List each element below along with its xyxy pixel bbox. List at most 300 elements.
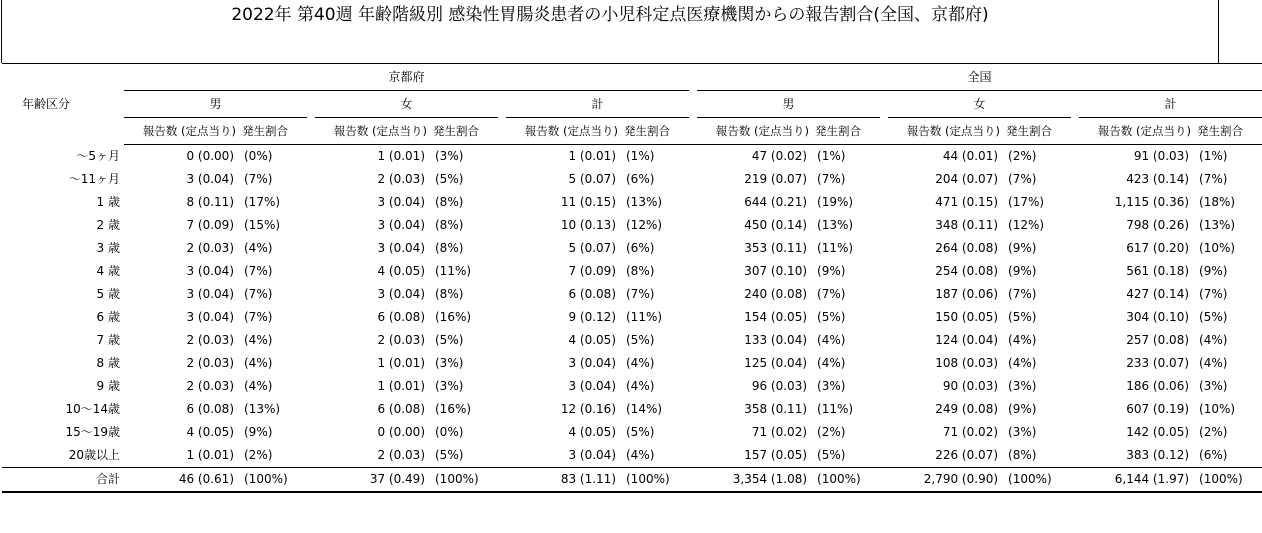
occurrence-rate: (9%) [244, 425, 273, 439]
occurrence-rate: (2%) [817, 425, 846, 439]
report-count: 4 (0.05) [568, 333, 616, 347]
count-column-header: 報告数 (定点当り) [315, 118, 431, 145]
occurrence-rate: (1%) [817, 149, 846, 163]
cell-gap [689, 444, 697, 468]
occurrence-rate: (5%) [1008, 310, 1037, 324]
occurrence-rate: (7%) [1008, 172, 1037, 186]
occurrence-rate: (13%) [626, 195, 663, 209]
report-count: 5 (0.07) [568, 172, 616, 186]
report-count: 471 (0.15) [935, 195, 999, 209]
occurrence-rate: (7%) [1199, 172, 1228, 186]
occurrence-rate: (4%) [1199, 333, 1228, 347]
occurrence-rate: (4%) [1199, 356, 1228, 370]
cell-gap [880, 168, 888, 191]
age-label: 8 歳 [96, 356, 120, 370]
occurrence-rate: (11%) [817, 241, 854, 255]
age-label: 7 歳 [96, 333, 120, 347]
cell-gap [689, 168, 697, 191]
report-count: 3 (0.04) [377, 287, 425, 301]
occurrence-rate: (17%) [1008, 195, 1045, 209]
report-count: 91 (0.03) [1133, 149, 1190, 163]
rate-column-header: 発生割合 [240, 118, 307, 145]
report-count: 10 (0.13) [560, 218, 616, 232]
report-count: 2 (0.03) [377, 172, 425, 186]
cell-gap [1071, 352, 1079, 375]
cell-gap [1071, 168, 1079, 191]
report-count: 37 (0.49) [315, 468, 431, 493]
table-row [2, 375, 1262, 398]
cell-gap [1071, 237, 1079, 260]
report-count: 644 (0.21) [744, 195, 808, 209]
report-count: 427 (0.14) [1126, 287, 1190, 301]
cell-gap [689, 214, 697, 237]
report-count: 11 (0.15) [560, 195, 616, 209]
age-label: 20歳以上 [68, 448, 120, 462]
report-count: 1 (0.01) [377, 149, 425, 163]
report-count: 264 (0.08) [935, 241, 999, 255]
cell-gap [307, 468, 315, 493]
header-gap [1071, 91, 1079, 118]
report-count: 607 (0.19) [1126, 402, 1190, 416]
occurrence-rate: (5%) [817, 310, 846, 324]
occurrence-rate: (5%) [626, 333, 655, 347]
report-count: 2 (0.03) [377, 333, 425, 347]
occurrence-rate: (11%) [435, 264, 472, 278]
table-row [2, 191, 1262, 214]
occurrence-rate: (12%) [626, 218, 663, 232]
report-count: 2 (0.03) [377, 448, 425, 462]
cell-gap [307, 421, 315, 444]
occurrence-rate: (0%) [435, 425, 464, 439]
occurrence-rate: (16%) [435, 402, 472, 416]
report-count: 124 (0.04) [935, 333, 999, 347]
occurrence-rate: (4%) [817, 356, 846, 370]
occurrence-rate: (100%) [1195, 468, 1262, 493]
report-count: 0 (0.00) [186, 149, 234, 163]
occurrence-rate: (100%) [1004, 468, 1071, 493]
report-count: 44 (0.01) [942, 149, 999, 163]
report-count: 204 (0.07) [935, 172, 999, 186]
occurrence-rate: (7%) [244, 287, 273, 301]
occurrence-rate: (4%) [244, 356, 273, 370]
cell-gap [498, 214, 506, 237]
header-gap [498, 118, 506, 145]
cell-gap [880, 375, 888, 398]
report-count: 1 (0.01) [568, 149, 616, 163]
table-row [2, 398, 1262, 421]
report-count: 71 (0.02) [751, 425, 808, 439]
cell-gap [689, 145, 697, 169]
cell-gap [1071, 444, 1079, 468]
cell-gap [880, 398, 888, 421]
occurrence-rate: (7%) [244, 172, 273, 186]
age-label: 10〜14歳 [65, 402, 120, 416]
report-count: 3 (0.04) [186, 264, 234, 278]
occurrence-rate: (10%) [1199, 241, 1236, 255]
report-count: 133 (0.04) [744, 333, 808, 347]
occurrence-rate: (9%) [817, 264, 846, 278]
header-gap [689, 118, 697, 145]
count-column-header: 報告数 (定点当り) [697, 118, 813, 145]
occurrence-rate: (8%) [626, 264, 655, 278]
report-count: 47 (0.02) [751, 149, 808, 163]
rate-column-header: 発生割合 [622, 118, 689, 145]
occurrence-rate: (9%) [1008, 241, 1037, 255]
occurrence-rate: (13%) [1199, 218, 1236, 232]
occurrence-rate: (8%) [435, 195, 464, 209]
report-count: 142 (0.05) [1126, 425, 1190, 439]
age-label: 合計 [2, 468, 124, 493]
occurrence-rate: (1%) [1199, 149, 1228, 163]
cell-gap [1071, 398, 1079, 421]
occurrence-rate: (14%) [626, 402, 663, 416]
header-gap [498, 91, 506, 118]
report-count: 5 (0.07) [568, 241, 616, 255]
report-count: 307 (0.10) [744, 264, 808, 278]
report-count: 348 (0.11) [935, 218, 999, 232]
report-count: 3 (0.04) [377, 218, 425, 232]
occurrence-rate: (9%) [1008, 402, 1037, 416]
occurrence-rate: (5%) [435, 172, 464, 186]
cell-gap [689, 283, 697, 306]
cell-gap [498, 398, 506, 421]
age-label: 5 歳 [96, 287, 120, 301]
report-count: 1 (0.01) [186, 448, 234, 462]
table-row [2, 237, 1262, 260]
cell-gap [498, 237, 506, 260]
occurrence-rate: (100%) [813, 468, 880, 493]
report-count: 219 (0.07) [744, 172, 808, 186]
report-count: 90 (0.03) [942, 379, 999, 393]
rate-column-header: 発生割合 [813, 118, 880, 145]
cell-gap [689, 237, 697, 260]
cell-gap [880, 352, 888, 375]
cell-gap [498, 352, 506, 375]
sex-header: 女 [315, 91, 498, 118]
cell-gap [498, 421, 506, 444]
report-count: 226 (0.07) [935, 448, 999, 462]
occurrence-rate: (19%) [817, 195, 854, 209]
report-count: 561 (0.18) [1126, 264, 1190, 278]
count-column-header: 報告数 (定点当り) [124, 118, 240, 145]
cell-gap [307, 191, 315, 214]
cell-gap [880, 468, 888, 493]
age-label: 〜5ヶ月 [76, 148, 120, 163]
cell-gap [880, 145, 888, 169]
sex-header: 女 [888, 91, 1071, 118]
cell-gap [1071, 421, 1079, 444]
occurrence-rate: (4%) [626, 356, 655, 370]
sex-header: 男 [697, 91, 880, 118]
report-title: 2022年 第40週 年齢階級別 感染性胃腸炎患者の小児科定点医療機関からの報告割合(全国、京都府) [231, 5, 989, 25]
cell-gap [880, 237, 888, 260]
cell-gap [307, 398, 315, 421]
occurrence-rate: (7%) [244, 264, 273, 278]
report-count: 249 (0.08) [935, 402, 999, 416]
rate-column-header: 発生割合 [1195, 118, 1262, 145]
occurrence-rate: (10%) [1199, 402, 1236, 416]
table-row [2, 421, 1262, 444]
occurrence-rate: (4%) [244, 241, 273, 255]
count-column-header: 報告数 (定点当り) [888, 118, 1004, 145]
age-label: 15〜19歳 [65, 425, 120, 439]
occurrence-rate: (3%) [435, 149, 464, 163]
cell-gap [307, 375, 315, 398]
report-count: 3 (0.04) [186, 287, 234, 301]
age-label: 4 歳 [96, 264, 120, 278]
cell-gap [1071, 260, 1079, 283]
cell-gap [498, 444, 506, 468]
occurrence-rate: (11%) [817, 402, 854, 416]
occurrence-rate: (8%) [435, 241, 464, 255]
report-count: 254 (0.08) [935, 264, 999, 278]
table-row [2, 260, 1262, 283]
occurrence-rate: (100%) [622, 468, 689, 493]
rate-column-header: 発生割合 [431, 118, 498, 145]
occurrence-rate: (4%) [626, 379, 655, 393]
cell-gap [880, 214, 888, 237]
cell-gap [1071, 468, 1079, 493]
report-count: 187 (0.06) [935, 287, 999, 301]
report-count: 12 (0.16) [560, 402, 616, 416]
occurrence-rate: (7%) [817, 287, 846, 301]
cell-gap [880, 306, 888, 329]
table-row [2, 444, 1262, 468]
occurrence-rate: (5%) [1199, 310, 1228, 324]
cell-gap [498, 468, 506, 493]
report-count: 96 (0.03) [751, 379, 808, 393]
cell-gap [689, 352, 697, 375]
occurrence-rate: (5%) [817, 448, 846, 462]
cell-gap [498, 168, 506, 191]
occurrence-rate: (2%) [244, 448, 273, 462]
age-label: 9 歳 [96, 379, 120, 393]
cell-gap [307, 168, 315, 191]
occurrence-rate: (4%) [626, 448, 655, 462]
report-count: 2 (0.03) [186, 241, 234, 255]
occurrence-rate: (18%) [1199, 195, 1236, 209]
header-gap [880, 91, 888, 118]
cell-gap [307, 214, 315, 237]
report-count: 125 (0.04) [744, 356, 808, 370]
report-count: 6 (0.08) [568, 287, 616, 301]
report-count: 4 (0.05) [186, 425, 234, 439]
total-row [2, 468, 1262, 493]
occurrence-rate: (13%) [817, 218, 854, 232]
report-count: 1 (0.01) [377, 356, 425, 370]
age-label: 6 歳 [96, 310, 120, 324]
report-count: 304 (0.10) [1126, 310, 1190, 324]
report-count: 83 (1.11) [506, 468, 622, 493]
occurrence-rate: (0%) [244, 149, 273, 163]
table-row [2, 352, 1262, 375]
report-count: 186 (0.06) [1126, 379, 1190, 393]
occurrence-rate: (3%) [435, 379, 464, 393]
count-column-header: 報告数 (定点当り) [1079, 118, 1195, 145]
frame-border-left [1, 0, 2, 63]
header-gap [689, 64, 697, 91]
table-row [2, 145, 1262, 169]
cell-gap [307, 352, 315, 375]
report-count: 3,354 (1.08) [697, 468, 813, 493]
report-count: 6 (0.08) [377, 310, 425, 324]
report-count: 4 (0.05) [568, 425, 616, 439]
cell-gap [307, 329, 315, 352]
report-count: 6 (0.08) [377, 402, 425, 416]
occurrence-rate: (9%) [1008, 264, 1037, 278]
report-count: 2 (0.03) [186, 333, 234, 347]
occurrence-rate: (12%) [1008, 218, 1045, 232]
report-count: 383 (0.12) [1126, 448, 1190, 462]
cell-gap [689, 375, 697, 398]
occurrence-rate: (3%) [1008, 425, 1037, 439]
header-gap [880, 118, 888, 145]
group-header-national: 全国 [697, 64, 1262, 91]
occurrence-rate: (2%) [1008, 149, 1037, 163]
sex-header: 計 [1079, 91, 1262, 118]
cell-gap [498, 283, 506, 306]
cell-gap [689, 191, 697, 214]
cell-gap [1071, 145, 1079, 169]
report-count: 154 (0.05) [744, 310, 808, 324]
report-count: 3 (0.04) [186, 172, 234, 186]
cell-gap [498, 329, 506, 352]
cell-gap [498, 375, 506, 398]
report-count: 2 (0.03) [186, 356, 234, 370]
cell-gap [307, 306, 315, 329]
report-count: 157 (0.05) [744, 448, 808, 462]
occurrence-rate: (7%) [626, 287, 655, 301]
occurrence-rate: (1%) [626, 149, 655, 163]
cell-gap [1071, 329, 1079, 352]
occurrence-rate: (3%) [1199, 379, 1228, 393]
occurrence-rate: (5%) [626, 425, 655, 439]
report-count: 6,144 (1.97) [1079, 468, 1195, 493]
header-gap [1071, 118, 1079, 145]
report-count: 150 (0.05) [935, 310, 999, 324]
report-count: 3 (0.04) [568, 448, 616, 462]
report-count: 3 (0.04) [377, 195, 425, 209]
occurrence-rate: (3%) [817, 379, 846, 393]
occurrence-rate: (2%) [1199, 425, 1228, 439]
report-count: 3 (0.04) [377, 241, 425, 255]
report-count: 2,790 (0.90) [888, 468, 1004, 493]
report-count: 7 (0.09) [186, 218, 234, 232]
report-count: 450 (0.14) [744, 218, 808, 232]
occurrence-rate: (5%) [435, 333, 464, 347]
occurrence-rate: (4%) [817, 333, 846, 347]
report-count: 6 (0.08) [186, 402, 234, 416]
occurrence-rate: (7%) [1199, 287, 1228, 301]
sex-header: 計 [506, 91, 689, 118]
occurrence-rate: (11%) [626, 310, 663, 324]
cell-gap [1071, 375, 1079, 398]
cell-gap [689, 306, 697, 329]
report-table [2, 63, 1262, 493]
cell-gap [307, 237, 315, 260]
table-row [2, 329, 1262, 352]
occurrence-rate: (7%) [244, 310, 273, 324]
report-count: 233 (0.07) [1126, 356, 1190, 370]
occurrence-rate: (7%) [817, 172, 846, 186]
occurrence-rate: (4%) [244, 379, 273, 393]
header-gap [689, 91, 697, 118]
sex-header: 男 [124, 91, 307, 118]
table-row [2, 214, 1262, 237]
age-label: 1 歳 [96, 195, 120, 209]
report-count: 2 (0.03) [186, 379, 234, 393]
occurrence-rate: (6%) [626, 172, 655, 186]
cell-gap [880, 191, 888, 214]
table-row [2, 168, 1262, 191]
occurrence-rate: (4%) [1008, 333, 1037, 347]
report-count: 9 (0.12) [568, 310, 616, 324]
cell-gap [689, 468, 697, 493]
cell-gap [498, 306, 506, 329]
occurrence-rate: (17%) [244, 195, 281, 209]
cell-gap [689, 421, 697, 444]
occurrence-rate: (3%) [1008, 379, 1037, 393]
occurrence-rate: (8%) [1008, 448, 1037, 462]
cell-gap [689, 398, 697, 421]
occurrence-rate: (16%) [435, 310, 472, 324]
table-row [2, 306, 1262, 329]
report-count: 71 (0.02) [942, 425, 999, 439]
cell-gap [689, 260, 697, 283]
report-count: 46 (0.61) [124, 468, 240, 493]
report-count: 108 (0.03) [935, 356, 999, 370]
report-count: 423 (0.14) [1126, 172, 1190, 186]
report-count: 257 (0.08) [1126, 333, 1190, 347]
cell-gap [1071, 306, 1079, 329]
occurrence-rate: (6%) [1199, 448, 1228, 462]
cell-gap [1071, 214, 1079, 237]
report-count: 3 (0.04) [568, 379, 616, 393]
report-count: 4 (0.05) [377, 264, 425, 278]
occurrence-rate: (6%) [626, 241, 655, 255]
occurrence-rate: (4%) [244, 333, 273, 347]
age-label: 2 歳 [96, 218, 120, 232]
report-count: 617 (0.20) [1126, 241, 1190, 255]
cell-gap [307, 283, 315, 306]
report-count: 8 (0.11) [186, 195, 234, 209]
header-gap [307, 118, 315, 145]
rate-column-header: 発生割合 [1004, 118, 1071, 145]
cell-gap [880, 260, 888, 283]
report-count: 0 (0.00) [377, 425, 425, 439]
cell-gap [498, 260, 506, 283]
count-column-header: 報告数 (定点当り) [506, 118, 622, 145]
occurrence-rate: (4%) [1008, 356, 1037, 370]
cell-gap [689, 329, 697, 352]
report-count: 3 (0.04) [186, 310, 234, 324]
header-gap [307, 91, 315, 118]
occurrence-rate: (9%) [1199, 264, 1228, 278]
report-count: 3 (0.04) [568, 356, 616, 370]
report-count: 353 (0.11) [744, 241, 808, 255]
report-count: 358 (0.11) [744, 402, 808, 416]
cell-gap [880, 444, 888, 468]
occurrence-rate: (100%) [240, 468, 307, 493]
report-count: 798 (0.26) [1126, 218, 1190, 232]
cell-gap [307, 444, 315, 468]
report-count: 1,115 (0.36) [1114, 195, 1190, 209]
occurrence-rate: (100%) [431, 468, 498, 493]
occurrence-rate: (3%) [435, 356, 464, 370]
table-row [2, 283, 1262, 306]
age-column-header: 年齢区分 [2, 64, 124, 145]
age-label: 3 歳 [96, 241, 120, 255]
